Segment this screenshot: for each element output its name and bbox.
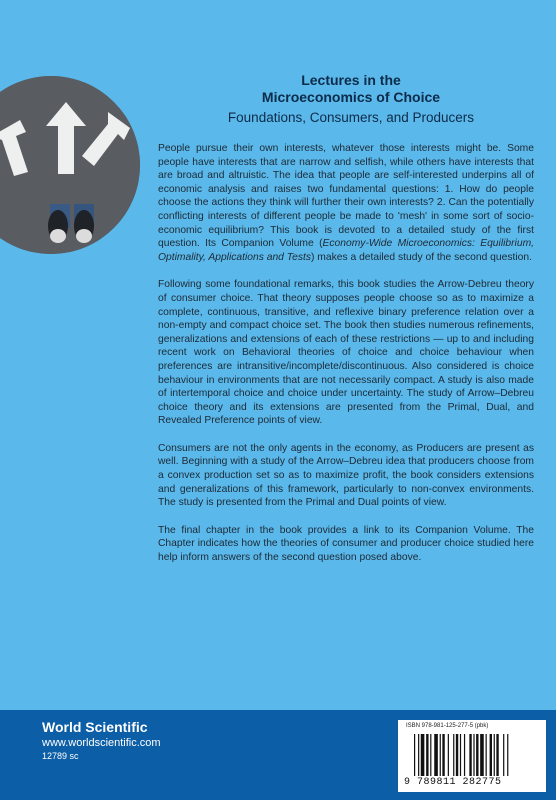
title-block: [158, 72, 544, 126]
book-subtitle: Foundations, Consumers, and Producers: [227, 110, 475, 125]
isbn-label: ISBN 978-981-125-277-5 (pbk): [406, 723, 489, 729]
barcode-digits: 9 789811 282775: [404, 777, 502, 788]
blurb-paragraph-1: People pursue their own interests, whatever those interests might be. Some people have interests that are narrow and selfish, while others have interests that are broad and altruistic. The idea that people are self-interested underpins all of economic analysis and raises two fundamental questions: 1. How do people choose the actions they think will further their own interests? 2. Can the potentially conflicting interests of different people be made to 'mesh' in some sort of socio-economic equilibrium? This book is devoted to a detailed study of the first question. Its Companion Volume (Economy-Wide Microeconomics: Equilibrium, Optimality, Applications and Tests) makes a detailed study of the second question.: [158, 143, 535, 263]
blurb: [158, 142, 534, 579]
blurb-paragraph-3: Consumers are not the only agents in the economy, as Producers are present as well. Beginning with a study of the Arrow–Debreu idea that producers choose from a convex production set so as to maximize profit, the book considers extensions and generalizations of this framework, particularly to non-convex environments. The study is presented from the Primal and Dual points of view.: [158, 442, 534, 509]
blurb-paragraph-2: Following some foundational remarks, this book studies the Arrow-Debreu theory of consumer choice. That theory supposes people choose so as to maximize a complete, continuous, transitive, and reflexive binary preference relation over a non-empty and compact choice set. The book then studies numerous refinements, generalizations and extensions of each of these restrictions — up to and including recent work on Behavioral theories of choice and choice behaviour when preferences are intransitive/incomplete/discontinuous. Also considered is choice behaviour in environments that are not necessarily compact. A study is also made of intertemporal choice and choice under uncertainty. The study of Arrow–Debreu choice theory and its extensions are presented from the Primal, Dual, and Revealed Preference points of view.: [158, 279, 534, 427]
barcode-icon: [412, 734, 542, 776]
book-title-line1: Lectures in the: [301, 72, 401, 88]
catalog-code: 12789 sc: [42, 751, 79, 761]
publisher-block: [42, 718, 161, 762]
book-title-line2: Microeconomics of Choice: [261, 89, 441, 105]
barcode-box: [398, 720, 546, 792]
arrows-icon: [0, 76, 140, 254]
publisher-url: www.worldscientific.com: [42, 737, 161, 749]
cover-photo: [0, 76, 140, 254]
publisher-name: World Scientific: [42, 719, 148, 735]
companion-volume-title: Economy-Wide Microeconomics: Equilibrium, Optimality, Applications and Tests: [158, 238, 535, 263]
blurb-paragraph-4: The final chapter in the book provides a link to its Companion Volume. The Chapter indicates how the theories of consumer and producer choice studied here help inform answers of the second question posed above.: [158, 524, 534, 564]
